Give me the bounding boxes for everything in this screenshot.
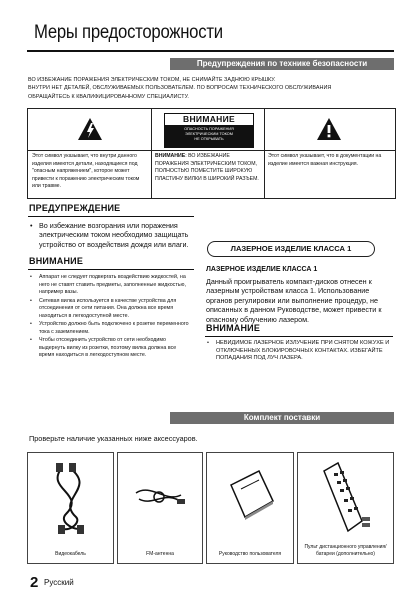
- fm-antenna-icon: [131, 473, 191, 523]
- title-rule: [27, 50, 394, 52]
- plug-caution-description: [155, 153, 261, 183]
- accessory-caption: Руководство пользователя: [218, 550, 282, 557]
- lightning-symbol-description: Этот символ указывает, что внутри данного изделия имеются детали, находящиеся под "опасным напряжением", которое может привести к поражению электрическим током или травме.: [32, 153, 140, 190]
- laser-caution-title: ВНИМАНИЕ: [206, 323, 261, 333]
- accessory-caption: FM-антенна: [146, 550, 174, 557]
- laser-section-text: Данный проигрыватель компакт-дисков отнесен к лазерным устройствам класса 1. Использование органов регулировки или выполнение процедур, не описанных в данном Руководстве, может привести к опасному облучению лазером.: [206, 277, 382, 324]
- list-item: • Сетевая вилка используется в качестве устройства для отсоединения от сети питания. Она должна все время находиться в легкодоступной месте.: [30, 298, 190, 321]
- list-item: • НЕВИДИМОЕ ЛАЗЕРНОЕ ИЗЛУЧЕНИЕ ПРИ СНЯТОМ КОЖУХЕ И ОТКЛЮЧЕННЫХ БЛОКИРОВОЧНЫХ КОНТАКТАХ. ИЗБЕГАЙТЕ ПОПАДАНИЯ ПОД ЛУЧ ЛАЗЕРА.: [207, 340, 392, 363]
- warning-section-title: ПРЕДУПРЕЖДЕНИЕ: [29, 203, 121, 213]
- exclamation-symbol-description: Этот символ указывает, что в документации на изделие имеется важная инструкция.: [268, 153, 382, 167]
- caution-line: ОПАСНОСТЬ ПОРАЖЕНИЯ: [184, 127, 234, 131]
- video-cable-icon: [41, 459, 101, 539]
- accessory-caption: Видеокабель: [55, 550, 86, 557]
- warning-line: ВНУТРИ НЕТ ДЕТАЛЕЙ, ОБСЛУЖИВАЕМЫХ ПОЛЬЗОВАТЕЛЕМ. ПО ВОПРОСАМ ТЕХНИЧЕСКОГО ОБСЛУЖИВАНИЯ: [28, 85, 332, 92]
- list-item: • Устройство должно быть подключено к розетке переменного тока с заземлением.: [30, 321, 190, 336]
- list-item: • Аппарат не следует подвергать воздействию жидкостей, на него не ставят ставить предметы, заполненные жидкостью, например вазы.: [30, 274, 190, 297]
- accessories-intro: Проверьте наличие указанных ниже аксессуаров.: [29, 434, 198, 443]
- page-language: Русский: [44, 578, 74, 587]
- laser-section-title: ЛАЗЕРНОЕ ИЗДЕЛИЕ КЛАССА 1: [206, 266, 318, 273]
- plug-caution-bold: ВНИМАНИЕ: [155, 153, 186, 159]
- list-item: • Во избежание возгорания или поражения электрическим током необходимо защищать устройство от воздействия дождя или влаги.: [30, 221, 192, 249]
- accessory-video-cable: [27, 452, 114, 564]
- lightning-warning-icon: [77, 117, 103, 141]
- caution-list: [30, 274, 190, 360]
- page-title: Меры предосторожности: [34, 22, 223, 43]
- user-manual-icon: [221, 467, 281, 522]
- caution-label-title: ВНИМАНИЕ: [165, 114, 253, 126]
- caution-line: ЭЛЕКТРИЧЕСКИМ ТОКОМ: [185, 132, 233, 136]
- caution-line: НЕ ОТКРЫВАТЬ: [194, 137, 224, 141]
- safety-symbols-table: [27, 108, 396, 199]
- caution-section-title: ВНИМАНИЕ: [29, 256, 84, 266]
- accessory-user-manual: [206, 452, 294, 564]
- list-item: • Чтобы отсоединить устройство от сети необходимо выдернуть вилку из розетки, поэтому вилка должна все время находиться в легкодоступном месте.: [30, 337, 190, 360]
- laser-caution-list: [207, 340, 392, 363]
- warning-line: ВО ИЗБЕЖАНИЕ ПОРАЖЕНИЯ ЭЛЕКТРИЧЕСКИМ ТОКОМ, НЕ СНИМАЙТЕ ЗАДНЮЮ КРЫШКУ.: [28, 77, 276, 83]
- caution-label-box: [164, 113, 254, 148]
- accessory-fm-antenna: [117, 452, 203, 564]
- warning-line: ОБРАЩАЙТЕСЬ К КВАЛИФИЦИРОВАННОМУ СПЕЦИАЛИСТУ.: [28, 93, 189, 100]
- caution-label-text: [165, 126, 253, 147]
- accessories-header-bar: Комплект поставки: [170, 412, 394, 424]
- safety-header-bar: Предупреждения по технике безопасности: [170, 58, 394, 70]
- warning-text: [28, 76, 332, 101]
- laser-class-badge: ЛАЗЕРНОЕ ИЗДЕЛИЕ КЛАССА 1: [207, 241, 375, 257]
- warning-list: [30, 221, 192, 249]
- page-number: 2: [30, 574, 39, 591]
- plug-caution-text: : ВО ИЗБЕЖАНИЕ ПОРАЖЕНИЯ ЭЛЕКТРИЧЕСКИМ ТОКОМ, ПОЛНОСТЬЮ ПОМЕСТИТЕ ШИРОКУЮ ПЛАСТИНУ ВИЛКИ В ШИРОКИЙ РАЗЪЕМ.: [155, 153, 259, 182]
- remote-control-icon: [316, 459, 376, 539]
- accessory-caption: Пульт дистанционного управления/ батареи (дополнительно): [304, 544, 387, 557]
- exclamation-warning-icon: [316, 117, 342, 141]
- accessory-remote-control: [297, 452, 394, 564]
